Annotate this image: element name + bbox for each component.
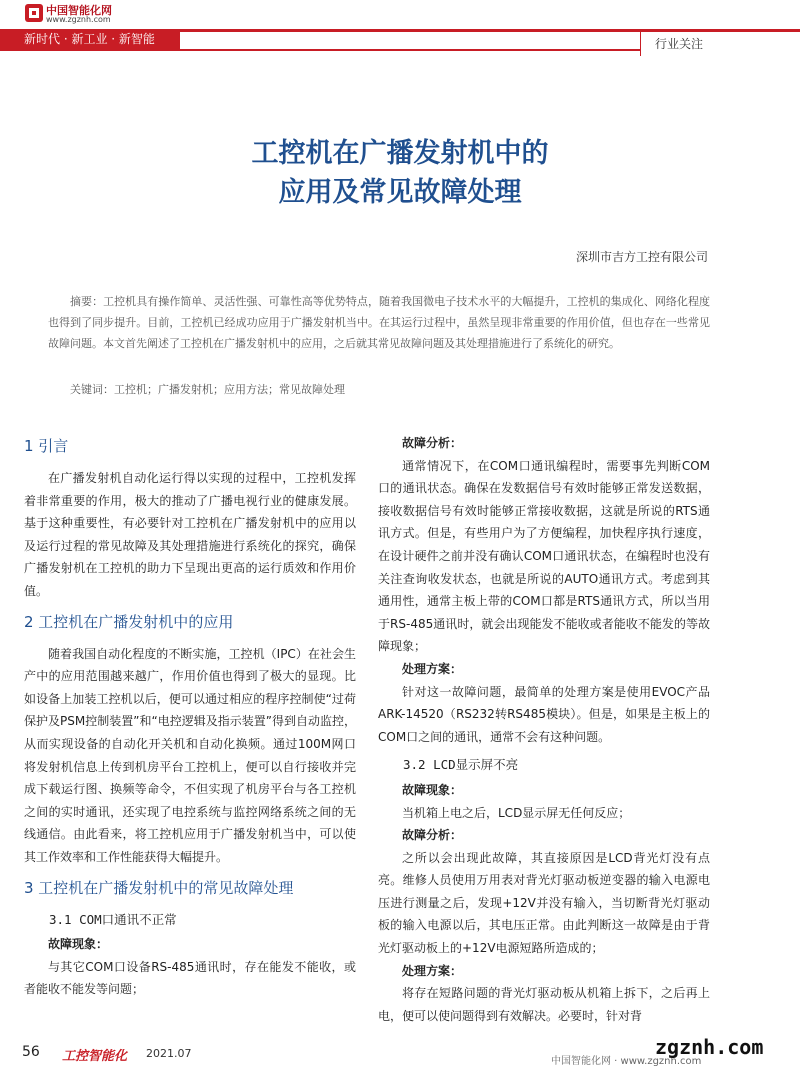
subheading-lcd: 3.2 LCD显示屏不亮 <box>403 757 519 773</box>
paragraph: 通常情况下，在COM口通讯编程时，需要事先判断COM口的通讯状态。确保在发数据信号有效时能够正常发送数据，接收数据信号有效时能够正常接收数据，这就是所说的RTS通讯方式。但是，有些用户为了方便编程，加快程序执行速度，在设计硬件之前并没有确认COM口通讯状态，在编程时也没有关注查询收发状态，也就是所说的AUTO通讯方式。考虑到其通用性，通常主板上带的COM口都是RTS通讯方式，所以当用于RS-485通讯时，就会出现能发不能收或者能收不能发的等故障现象； <box>378 458 710 654</box>
label-analysis: 故障分析： <box>402 436 463 450</box>
column-right <box>378 432 710 1027</box>
label-analysis: 故障分析： <box>402 828 463 843</box>
slogan-bar: 新时代 · 新工业 · 新智能 <box>0 29 180 49</box>
title-line-1: 工控机在广播发射机中的 <box>251 138 549 169</box>
watermark: zgznh.com <box>655 1035 764 1059</box>
paragraph: 之所以会出现此故障，其直接原因是LCD背光灯没有点亮。维修人员使用万用表对背光灯驱动板逆变器的输入电源电压进行测量之后，发现+12V并没有输入，当切断背光灯驱动板的输入电源以后，其电压正常。由此判断这一故障是由于背光灯驱动板上的+12V电源短路所造成的； <box>378 850 710 956</box>
magazine-logo: 工控智能化 <box>62 1049 128 1064</box>
heading-introduction: 1 引言 <box>24 437 69 455</box>
subheading-com-port: 3.1 COM口通讯不正常 <box>49 911 177 927</box>
logo-name[interactable]: 中国智能化网 <box>46 4 112 17</box>
logo-url[interactable]: www.zgznh.com <box>46 15 111 24</box>
article-keywords: 关键词：工控机；广播发射机；应用方法；常见故障处理 <box>70 383 345 396</box>
logo-icon <box>24 3 44 23</box>
title-line-2: 应用及常见故障处理 <box>278 177 522 208</box>
paragraph: 与其它COM口设备RS-485通讯时，存在能发不能收，或者能收不能发等问题； <box>24 959 356 997</box>
article-title <box>60 134 740 212</box>
heading-faults: 3 工控机在广播发射机中的常见故障处理 <box>24 878 294 897</box>
article-author: 深圳市吉方工控有限公司 <box>575 250 708 264</box>
paragraph: 将存在短路问题的背光灯驱动板从机箱上拆下，之后再上电，便可以使问题得到有效解决。必要时，针对背 <box>378 986 710 1023</box>
label-solution: 处理方案： <box>402 963 463 978</box>
page-number: 56 <box>22 1044 40 1060</box>
article-abstract: 摘要：工控机具有操作简单、灵活性强、可靠性高等优势特点，随着我国微电子技术水平的大幅提升，工控机的集成化、网络化程度也得到了同步提升。目前，工控机已经成功应用于广播发射机当中。在其运行过程中，虽然呈现非常重要的作用价值，但也存在一些常见故障问题。本文首先阐述了工控机在广播发射机中的应用，之后就其常见故障问题及其处理措施进行了系统化的研究。 <box>48 295 710 350</box>
label-phenomenon: 故障现象： <box>402 782 463 797</box>
footer-site[interactable]: 中国智能化网 · www.zgznh.com <box>551 1056 702 1067</box>
issue-date: 2021.07 <box>146 1047 192 1060</box>
paragraph: 在广播发射机自动化运行得以实现的过程中，工控机发挥着非常重要的作用，极大的推动了广播电视行业的健康发展。基于这种重要性，有必要针对工控机在广播发射机中的应用以及运行过程的常见故障及其处理措施进行系统化的探究，确保广播发射机在工控机的助力下呈现出更高的运行质效和作用价值。 <box>24 471 356 598</box>
paragraph: 随着我国自动化程度的不断实施，工控机（IPC）在社会生产中的应用范围越来越广，作用价值也得到了极大的显现。比如设备上加装工控机以后，便可以通过相应的程序控制使“过荷保护及PSM控制装置”和“电控逻辑及指示装置”得到自动监控，从而实现设备的自动化开关机和自动化换频。通过100M网口将发射机信息上传到机房平台工控机上，便可以自行接收并完成下载运行图、换频等命令，不但实现了机房平台与各工控机之间的实时通讯，还实现了电控系统与监控网络系统之间的无线通信。由此看来，将工控机应用于广播发射机当中，可以使其工作效率和工作性能获得大幅提升。 <box>24 646 356 864</box>
paragraph: 当机箱上电之后，LCD显示屏无任何反应； <box>402 805 631 820</box>
section-tag: 行业关注 <box>640 32 800 56</box>
paragraph: 针对这一故障问题，最简单的处理方案是使用EVOC产品ARK-14520（RS232转RS485模块）。但是，如果是主板上的COM口之间的通讯，通常不会有这种问题。 <box>378 684 710 744</box>
column-left <box>24 432 356 1001</box>
label-phenomenon: 故障现象： <box>48 937 109 952</box>
heading-application: 2 工控机在广播发射机中的应用 <box>24 612 234 631</box>
label-solution: 处理方案： <box>402 661 463 676</box>
page-header <box>0 0 800 62</box>
